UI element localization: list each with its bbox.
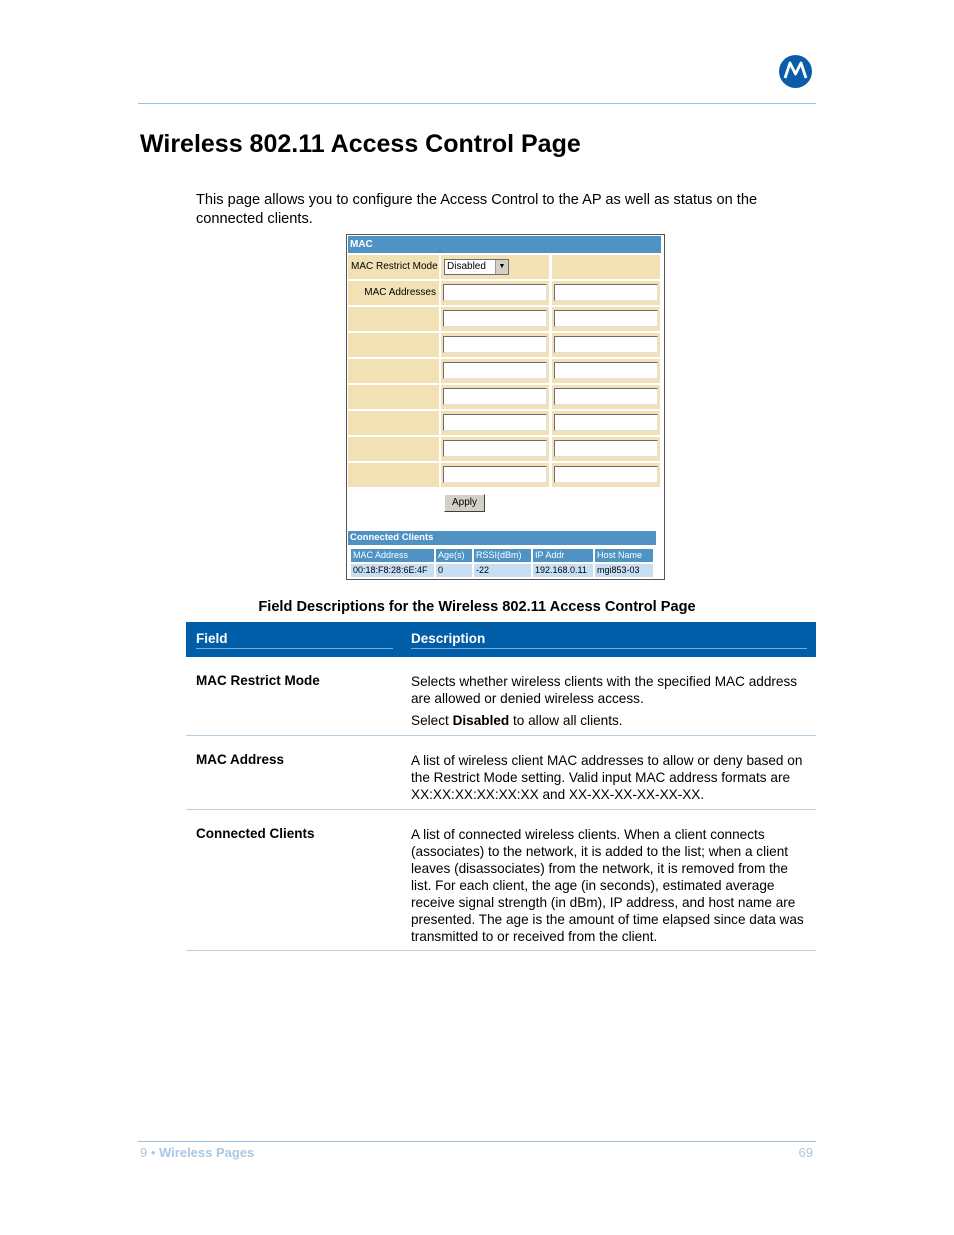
description-text: A list of connected wireless clients. When a client connects (associates) to the network, it is added to the list; when a client leaves (disassociates) from the network, it is removed from the list. For each client, the age (in seconds), estimated average receive signal strength (in dBm), IP address, and host name are presented. The age is the amount of time elapsed since data was transmitted to or received from the client.	[411, 827, 804, 944]
label-cell	[348, 437, 439, 461]
mac-address-input[interactable]	[443, 466, 547, 483]
client-age: 0	[436, 564, 472, 577]
footer-rule	[138, 1141, 816, 1142]
header-field: Field	[196, 631, 228, 646]
footer-section-title: Wireless Pages	[159, 1145, 255, 1160]
description-text-part: Select	[411, 713, 453, 728]
column-header-mac-address: MAC Address	[351, 549, 434, 562]
connected-clients-header: Connected Clients	[348, 531, 656, 545]
description-text: A list of wireless client MAC addresses to allow or deny based on the Restrict Mode setting. Valid input MAC address formats are XX:XX:XX:XX:XX:XX and XX-XX-XX-XX-XX-XX.	[411, 753, 803, 802]
description-text	[411, 712, 809, 729]
access-control-screenshot	[346, 234, 665, 580]
label-cell	[348, 411, 439, 435]
mac-address-input[interactable]	[554, 414, 658, 431]
mac-address-input[interactable]	[443, 362, 547, 379]
label-cell	[348, 281, 439, 305]
table-row	[186, 657, 816, 736]
client-rssi: -22	[474, 564, 531, 577]
description-bold-text: Disabled	[452, 713, 510, 728]
label-cell	[348, 463, 439, 487]
table-row	[186, 736, 816, 810]
description-text: Selects whether wireless clients with the specified MAC address are allowed or denied wireless access.	[411, 674, 798, 706]
header-description: Description	[411, 631, 486, 646]
label-cell	[348, 307, 439, 331]
mac-restrict-mode-label: MAC Restrict Mode	[351, 261, 438, 272]
mac-address-input[interactable]	[443, 414, 547, 431]
mac-restrict-mode-value: Disabled	[447, 261, 486, 272]
mac-address-input[interactable]	[443, 284, 547, 301]
header-rule	[138, 103, 816, 104]
table-row	[186, 810, 816, 951]
column-header-host-name: Host Name	[595, 549, 653, 562]
mac-restrict-mode-select[interactable]	[444, 259, 509, 275]
mac-address-input[interactable]	[554, 284, 658, 301]
field-name: MAC Restrict Mode	[196, 673, 320, 688]
mac-address-input[interactable]	[443, 336, 547, 353]
mac-address-input[interactable]	[554, 388, 658, 405]
intro-paragraph: This page allows you to configure the Access Control to the AP as well as status on the connected clients.	[196, 192, 758, 227]
description-text-part: to allow all clients.	[509, 713, 623, 728]
column-header-ip-addr: IP Addr	[533, 549, 593, 562]
mac-address-input[interactable]	[554, 336, 658, 353]
motorola-logo	[779, 55, 812, 88]
footer-section: 9 • Wireless Pages	[140, 1145, 255, 1160]
header-divider	[411, 648, 807, 649]
mac-address-input[interactable]	[554, 362, 658, 379]
table-caption: Field Descriptions for the Wireless 802.11 Access Control Page	[258, 599, 696, 615]
client-ip-addr: 192.168.0.11	[533, 564, 593, 577]
table-header	[186, 622, 816, 657]
client-mac-address: 00:18:F8:28:6E:4F	[351, 564, 434, 577]
client-host-name: mgi853-03	[595, 564, 653, 577]
mac-address-input[interactable]	[554, 440, 658, 457]
apply-button[interactable]: Apply	[444, 494, 485, 512]
label-cell	[348, 385, 439, 409]
header-divider	[196, 648, 393, 649]
label-cell	[348, 255, 439, 279]
field-name: Connected Clients	[196, 826, 315, 841]
column-header-rssi: RSSI(dBm)	[474, 549, 531, 562]
mac-address-input[interactable]	[554, 466, 658, 483]
chevron-down-icon[interactable]: ▼	[495, 260, 508, 274]
mac-section-header: MAC	[348, 236, 661, 253]
mac-address-input[interactable]	[443, 388, 547, 405]
label-cell	[348, 359, 439, 383]
column-header-age: Age(s)	[436, 549, 472, 562]
mac-addresses-label: MAC Addresses	[364, 287, 436, 298]
label-cell	[348, 333, 439, 357]
page-title: Wireless 802.11 Access Control Page	[140, 130, 581, 158]
mac-address-input[interactable]	[443, 440, 547, 457]
empty-cell	[552, 255, 660, 279]
mac-address-input[interactable]	[554, 310, 658, 327]
field-description	[411, 673, 809, 729]
field-name: MAC Address	[196, 752, 285, 767]
footer-page-number: 69	[798, 1145, 813, 1160]
mac-address-input[interactable]	[443, 310, 547, 327]
footer-chapter: 9	[140, 1145, 148, 1160]
field-description	[411, 826, 809, 945]
field-description	[411, 752, 809, 803]
